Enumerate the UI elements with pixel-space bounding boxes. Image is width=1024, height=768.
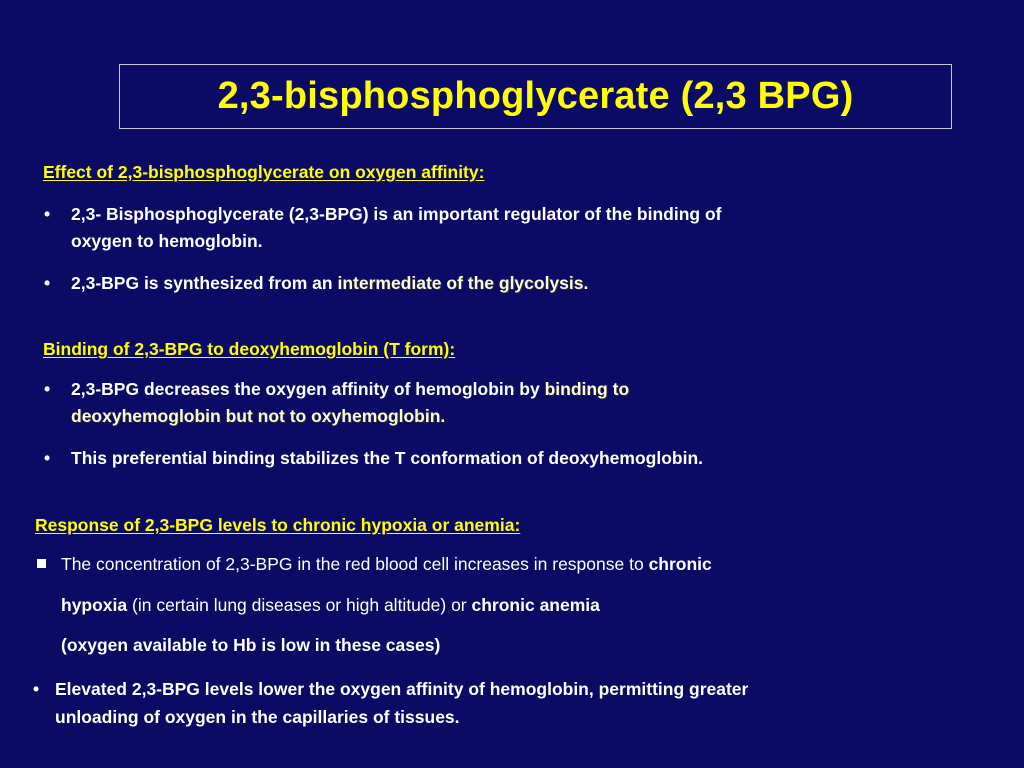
bullet-dot: • bbox=[44, 204, 51, 224]
bold-text: chronic anemia bbox=[471, 595, 600, 615]
bullet-dot: • bbox=[33, 679, 40, 699]
section1-heading: Effect of 2,3-bisphosphoglycerate on oxygen affinity: bbox=[43, 162, 485, 182]
square-bullet-icon bbox=[37, 559, 46, 568]
section2-bullet-2-text: This preferential binding stabilizes the T conformation of deoxyhemoglobin. bbox=[71, 448, 703, 468]
section1-bullet-1-line1: 2,3- Bisphosphoglycerate (2,3-BPG) is an important regulator of the binding of bbox=[71, 204, 722, 224]
section3-heading: Response of 2,3-BPG levels to chronic hypoxia or anemia: bbox=[35, 515, 521, 535]
section1-bullet-2-text bbox=[71, 270, 588, 297]
section2-heading: Binding of 2,3-BPG to deoxyhemoglobin (T form): bbox=[43, 339, 456, 359]
title-box bbox=[119, 64, 952, 129]
section3-line2 bbox=[61, 595, 600, 616]
highlighted-text: intermediate of the glycolysis bbox=[337, 273, 584, 293]
section3-bullet-line1: Elevated 2,3-BPG levels lower the oxygen affinity of hemoglobin, permitting greater bbox=[55, 679, 749, 699]
bold-text: hypoxia bbox=[61, 595, 128, 615]
slide-title: 2,3-bisphosphoglycerate (2,3 BPG) bbox=[217, 75, 854, 117]
bullet-dot: • bbox=[44, 448, 51, 468]
text-part: 2,3-BPG decreases the oxygen affinity of hemoglobin by bbox=[71, 379, 545, 399]
bullet-dot: • bbox=[44, 273, 51, 293]
text-part: . bbox=[583, 273, 589, 293]
section3-bullet-line2: unloading of oxygen in the capillaries of tissues. bbox=[55, 707, 460, 727]
text-part: (in certain lung diseases or high altitude) or bbox=[127, 595, 472, 615]
section1-bullet-1-line2: oxygen to hemoglobin. bbox=[71, 231, 263, 251]
section3-line1 bbox=[61, 554, 712, 575]
text-part: 2,3-BPG is synthesized from an bbox=[71, 273, 338, 293]
text-part: The concentration of 2,3-BPG in the red blood cell increases in response to bbox=[61, 554, 649, 574]
bold-text: chronic bbox=[648, 554, 712, 574]
section3-line3: (oxygen available to Hb is low in these cases) bbox=[61, 635, 441, 655]
highlighted-text: binding to bbox=[544, 379, 630, 399]
section2-bullet-1-line1 bbox=[71, 376, 629, 403]
section2-bullet-1-line2: deoxyhemoglobin but not to oxyhemoglobin. bbox=[71, 406, 446, 426]
bullet-dot: • bbox=[44, 379, 51, 399]
